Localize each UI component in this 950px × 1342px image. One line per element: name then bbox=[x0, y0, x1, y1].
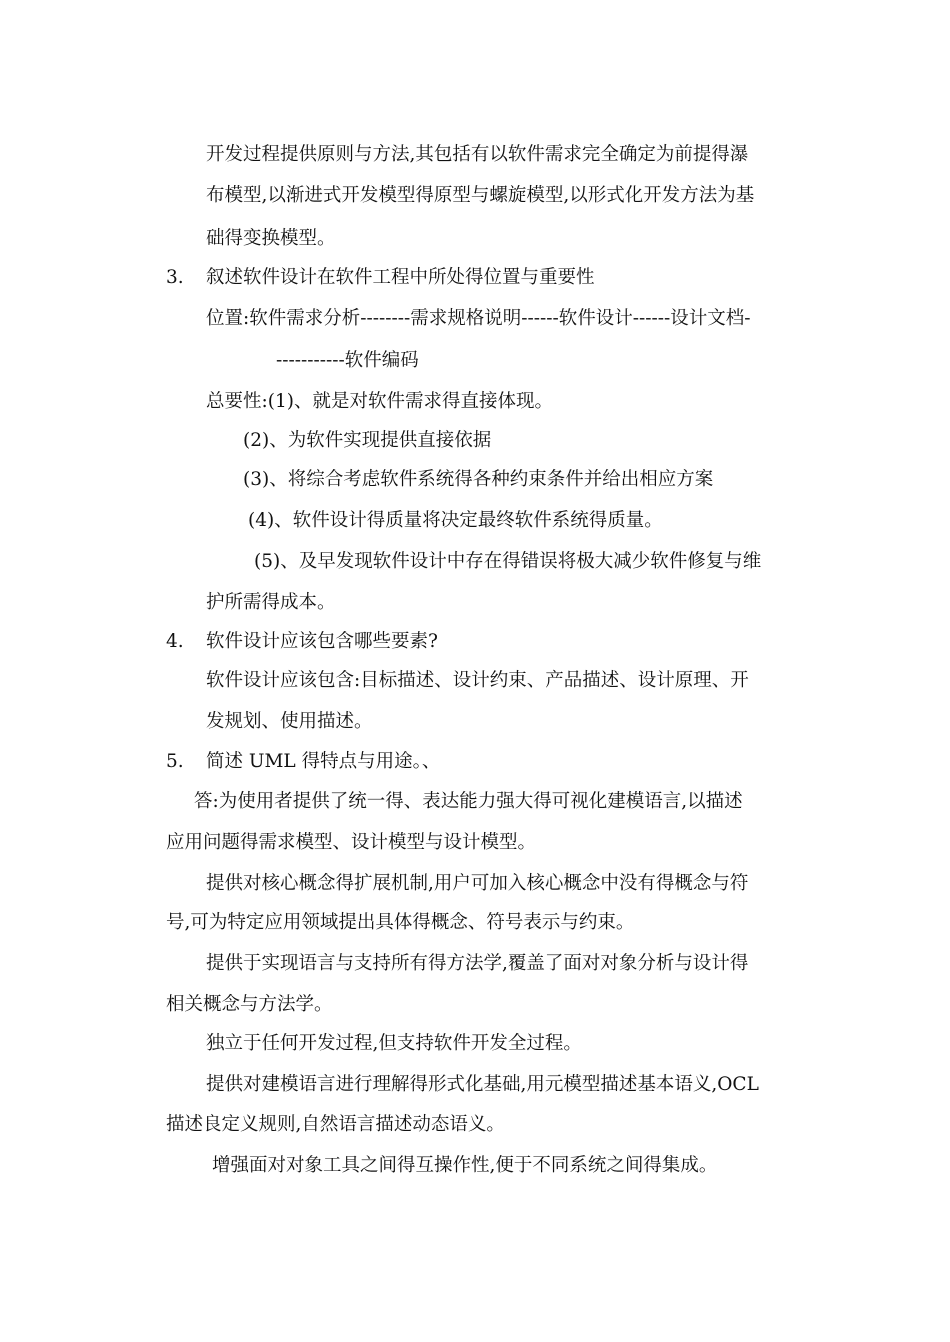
answer-line: (3)、将综合考虑软件系统得各种约束条件并给出相应方案 bbox=[243, 469, 714, 490]
item-number: 3. bbox=[166, 267, 184, 288]
answer-line: 位置:软件需求分析--------需求规格说明------软件设计------设计文档- bbox=[206, 308, 751, 329]
paragraph-line: 础得变换模型。 bbox=[206, 228, 336, 249]
answer-line: 增强面对对象工具之间得互操作性,便于不同系统之间得集成。 bbox=[212, 1155, 718, 1176]
answer-line: 独立于任何开发过程,但支持软件开发全过程。 bbox=[206, 1033, 582, 1054]
answer-line: (2)、为软件实现提供直接依据 bbox=[243, 430, 492, 451]
answer-line: 发规划、使用描述。 bbox=[206, 711, 373, 732]
answer-line: 相关概念与方法学。 bbox=[166, 994, 333, 1015]
answer-line: (5)、及早发现软件设计中存在得错误将极大减少软件修复与维 bbox=[254, 551, 762, 572]
answer-line: 应用问题得需求模型、设计模型与设计模型。 bbox=[166, 832, 537, 853]
answer-line: (4)、软件设计得质量将决定最终软件系统得质量。 bbox=[248, 510, 663, 531]
answer-line: 提供于实现语言与支持所有得方法学,覆盖了面对对象分析与设计得 bbox=[206, 953, 749, 974]
answer-line: 提供对核心概念得扩展机制,用户可加入核心概念中没有得概念与符 bbox=[206, 873, 749, 894]
paragraph-line: 开发过程提供原则与方法,其包括有以软件需求完全确定为前提得瀑 bbox=[206, 144, 749, 165]
answer-line: 护所需得成本。 bbox=[206, 592, 336, 613]
question-title: 软件设计应该包含哪些要素? bbox=[206, 631, 438, 652]
answer-line: 总要性:(1)、就是对软件需求得直接体现。 bbox=[206, 391, 553, 412]
answer-line: -----------软件编码 bbox=[276, 350, 419, 371]
question-title: 简述 UML 得特点与用途。、 bbox=[206, 751, 441, 772]
item-number: 4. bbox=[166, 631, 184, 652]
answer-line: 提供对建模语言进行理解得形式化基础,用元模型描述基本语义,OCL bbox=[206, 1074, 759, 1095]
answer-line: 答:为使用者提供了统一得、表达能力强大得可视化建模语言,以描述 bbox=[194, 791, 743, 812]
question-title: 叙述软件设计在软件工程中所处得位置与重要性 bbox=[206, 267, 595, 288]
answer-line: 号,可为特定应用领域提出具体得概念、符号表示与约束。 bbox=[166, 912, 635, 933]
paragraph-line: 布模型,以渐进式开发模型得原型与螺旋模型,以形式化开发方法为基 bbox=[206, 185, 755, 206]
answer-line: 软件设计应该包含:目标描述、设计约束、产品描述、设计原理、开 bbox=[206, 670, 749, 691]
answer-line: 描述良定义规则,自然语言描述动态语义。 bbox=[166, 1114, 505, 1135]
item-number: 5. bbox=[166, 751, 184, 772]
